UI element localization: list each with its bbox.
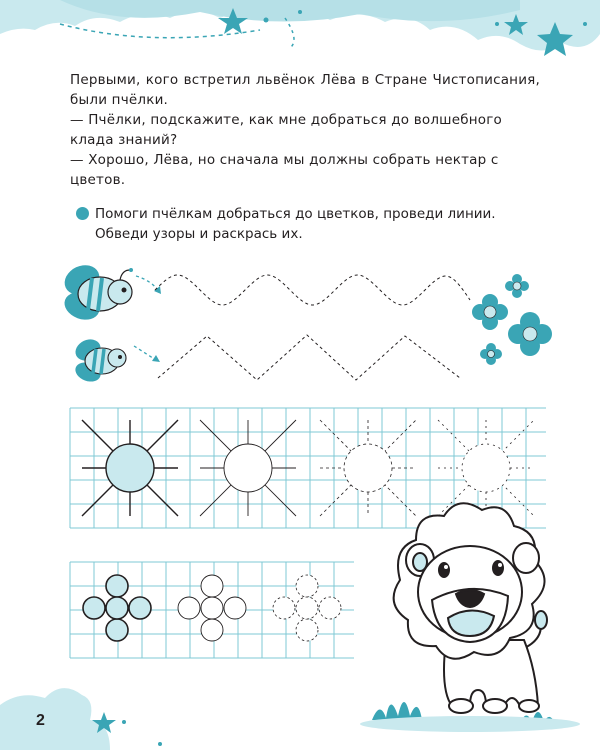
story-paragraph-3: — Хорошо, Лёва, но сначала мы должны собрать нектар с цветов.: [70, 152, 499, 188]
bullet-icon: [76, 207, 89, 220]
sparkle-dot: [298, 10, 302, 14]
sun-pattern-thin: [200, 420, 296, 516]
zigzag-trace-line: [158, 335, 460, 380]
story-paragraph-1: Первыми, кого встретил львёнок Лёва в Стране Чистописания, были пчёлки.: [70, 72, 540, 108]
sun-pattern-solid: [82, 420, 178, 516]
arrow-wave-icon: [136, 276, 161, 294]
sparkle-dot: [583, 22, 587, 26]
story-paragraph-2: — Пчёлки, подскажите, как мне добраться до волшебного клада знаний?: [70, 112, 502, 148]
flower-icon: [480, 343, 502, 365]
task-instruction: Помоги пчёлкам добраться до цветков, проведи линии. Обведи узоры и раскрась их.: [95, 206, 496, 242]
sparkle-dot: [495, 22, 499, 26]
bee-top-icon: [60, 260, 133, 325]
story-text: [70, 70, 540, 190]
wave-trace-line: [155, 275, 470, 305]
sun-pattern-dotted: [438, 420, 534, 516]
circles-pattern-thin: [178, 575, 246, 641]
page-number: 2: [36, 712, 45, 729]
sparkle-dot: [264, 18, 269, 23]
task-block: [76, 204, 546, 244]
flower-icon: [472, 294, 508, 330]
circles-pattern-dashed: [273, 575, 341, 641]
sun-pattern-dashed: [320, 420, 416, 516]
bee-bottom-icon: [72, 335, 126, 384]
lion-illustration: [394, 503, 547, 713]
flower-icon: [508, 312, 552, 356]
circles-pattern-solid: [83, 575, 151, 641]
arrow-zigzag-icon: [134, 346, 160, 362]
flower-icon: [505, 274, 529, 298]
footer-cloud: [0, 688, 162, 750]
